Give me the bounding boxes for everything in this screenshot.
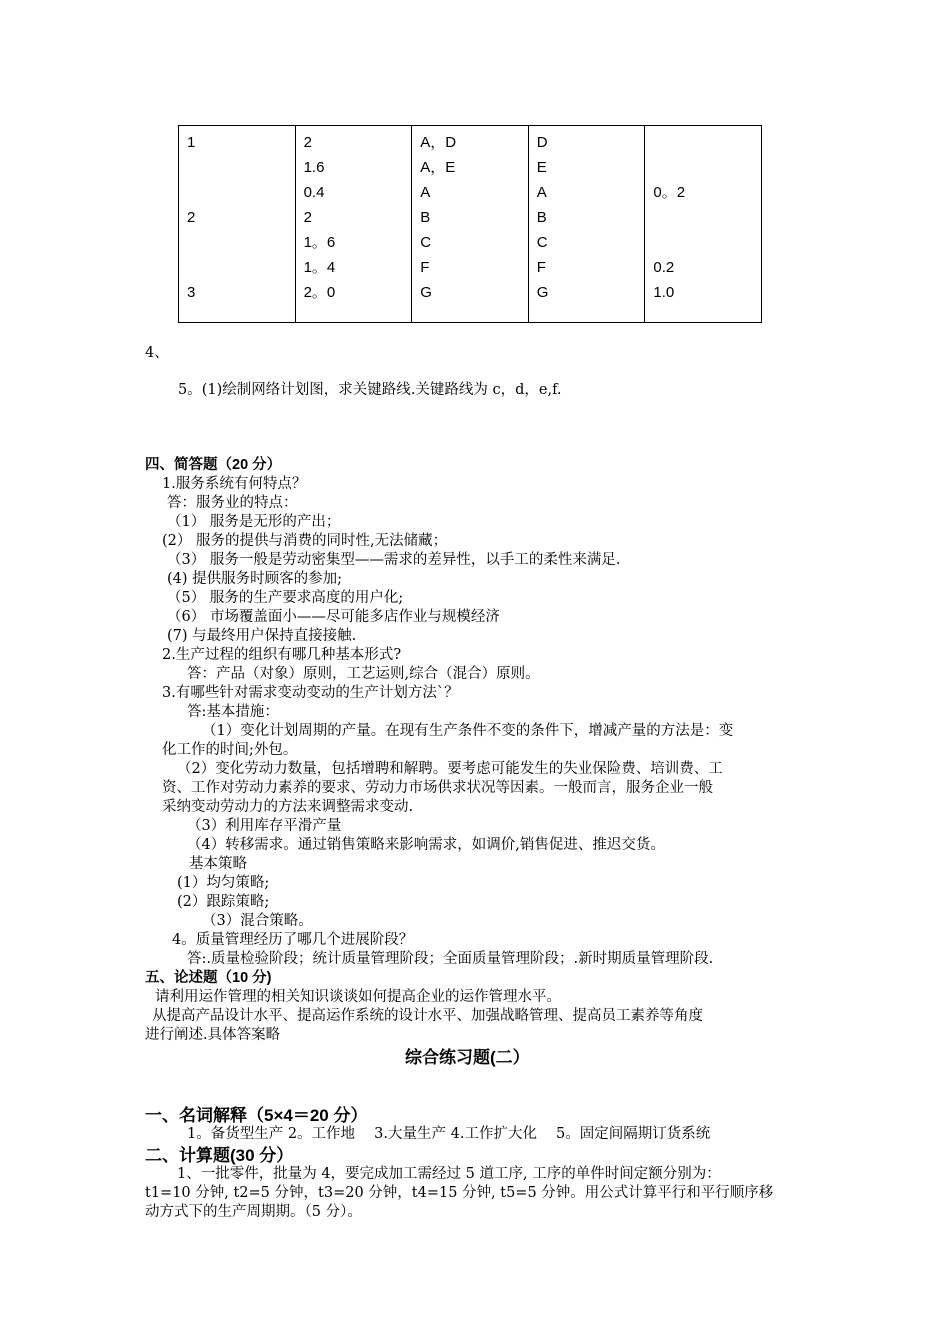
table-column-1 [179, 126, 296, 323]
table-cell: E [536, 159, 547, 176]
table-cell: C [536, 234, 548, 251]
table-cell: F [420, 259, 430, 276]
table-cell: A [536, 184, 547, 201]
text-line: 从提高产品设计水平、提高运作系统的设计水平、加强战略管理、提高员工素养等角度 [152, 1008, 703, 1024]
section-heading: 五、论述题（10 分) [145, 970, 272, 986]
table-cell: 1 [187, 134, 196, 151]
heading-calc: 二、计算题(30 分） [145, 1146, 294, 1165]
text-line: 请利用运作管理的相关知识谈谈如何提高企业的运作管理水平。 [155, 989, 561, 1005]
text-line: （5） 服务的生产要求高度的用户化; [167, 590, 404, 606]
table-cell [653, 155, 761, 180]
table-cell: 2 [187, 209, 196, 226]
text-line: 5。(1)绘制网络计划图，求关键路线.关键路线为 c，d，e,f. [178, 382, 562, 398]
table-cell: 1.6 [303, 159, 325, 176]
text-line: （3）混合策略。 [202, 913, 313, 929]
text-line: （3）利用库存平滑产量 [187, 818, 342, 834]
table-cell [653, 130, 761, 155]
table-cell: 3 [187, 284, 196, 301]
calc-line-1: 1、一批零件，批量为 4，要完成加工需经过 5 道工序, 工序的单件时间定额分别为： [177, 1166, 721, 1182]
table-cell [187, 180, 295, 205]
table-cell [187, 155, 295, 180]
table-column-2 [295, 126, 412, 323]
text-line: （1）变化计划周期的产量。在现有生产条件不变的条件下，增减产量的方法是：变 [202, 723, 734, 739]
text-line: 答:.质量检验阶段；统计质量管理阶段；全面质量管理阶段；.新时期质量管理阶段. [187, 951, 714, 967]
text-line: 答：产品（对象）原则，工艺运则,综合（混合）原则。 [187, 666, 540, 682]
section-heading: 四、简答题（20 分） [145, 457, 282, 473]
text-line: 基本策略 [189, 856, 247, 872]
table-cell: B [420, 209, 431, 226]
terms-list: 1。备货型生产 2。工作地 3.大量生产 4.工作扩大化 5。固定间隔期订货系统 [187, 1126, 711, 1142]
text-line: 进行阐述.具体答案略 [145, 1027, 281, 1043]
table-cell: G [420, 284, 432, 301]
text-line: 采纳变动劳动力的方法来调整需求变动. [162, 799, 414, 815]
table-column-5 [645, 126, 762, 323]
text-line: (1）均匀策略; [177, 875, 270, 891]
text-line: 4。质量管理经历了哪几个进展阶段？ [172, 932, 414, 948]
calc-line-2: t1=10 分钟, t2=5 分钟，t3=20 分钟，t4=15 分钟, t5=5 分钟。用公式计算平行和平行顺序移 [145, 1185, 774, 1201]
table-cell: 0。2 [653, 184, 686, 201]
text-line: 答：服务业的特点： [167, 495, 298, 511]
text-line: 化工作的时间;外包。 [162, 742, 298, 758]
table-cell: A [420, 184, 431, 201]
table-cell: A，D [420, 134, 457, 151]
table-cell: 2。0 [303, 284, 336, 301]
table-cell: 2 [303, 134, 312, 151]
table-cell: A，E [420, 159, 456, 176]
text-line: (7) 与最终用户保持直接接触. [167, 628, 357, 644]
text-line: （4）转移需求。通过销售策略来影响需求，如调价,销售促进、推迟交货。 [187, 837, 665, 853]
table-cell [653, 230, 761, 255]
table-cell [187, 230, 295, 255]
answer-table [178, 125, 762, 323]
section-title: 综合练习题(二） [405, 1048, 530, 1067]
text-line: 3.有哪些针对需求变动变动的生产计划方法`？ [162, 685, 459, 701]
table-column-3 [412, 126, 529, 323]
calc-line-3: 动方式下的生产周期期。（5 分）。 [145, 1204, 362, 1220]
table-cell: D [536, 134, 548, 151]
table-cell [187, 255, 295, 280]
text-line: 答:基本措施： [187, 704, 279, 720]
table-column-4 [528, 126, 645, 323]
text-line: (2） 服务的提供与消费的同时性,无法储藏； [162, 533, 448, 549]
text-line: （2）变化劳动力数量，包括增聘和解聘。要考虑可能发生的失业保险费、培训费、工 [177, 761, 723, 777]
text-line: （3） 服务一般是劳动密集型——需求的差异性，以手工的柔性来满足. [167, 552, 621, 568]
text-line: 4、 [145, 345, 169, 361]
table-cell: 2 [303, 209, 312, 226]
heading-terms: 一、名词解释（5×4＝20 分） [145, 1106, 368, 1125]
table-cell: 1。6 [303, 234, 336, 251]
table-cell: B [536, 209, 547, 226]
table-cell: 0.4 [303, 184, 325, 201]
text-line: （1） 服务是无形的产出； [167, 514, 341, 530]
table-cell: 1.0 [653, 284, 675, 301]
table-cell: C [420, 234, 432, 251]
table-cell: 1。4 [303, 259, 336, 276]
text-line: 2.生产过程的组织有哪几种基本形式? [162, 647, 402, 663]
table-cell: G [536, 284, 549, 301]
table-cell: 0.2 [653, 259, 675, 276]
text-line: (4) 提供服务时顾客的参加; [167, 571, 343, 587]
table-cell [653, 205, 761, 230]
text-line: 1.服务系统有何特点？ [162, 476, 307, 492]
text-line: 资、工作对劳动力素养的要求、劳动力市场供求状况等因素。一般而言，服务企业一般 [162, 780, 713, 796]
text-line: (2）跟踪策略; [177, 894, 270, 910]
text-line: （6） 市场覆盖面小——尽可能多店作业与规模经济 [167, 609, 500, 625]
table-cell: F [536, 259, 546, 276]
